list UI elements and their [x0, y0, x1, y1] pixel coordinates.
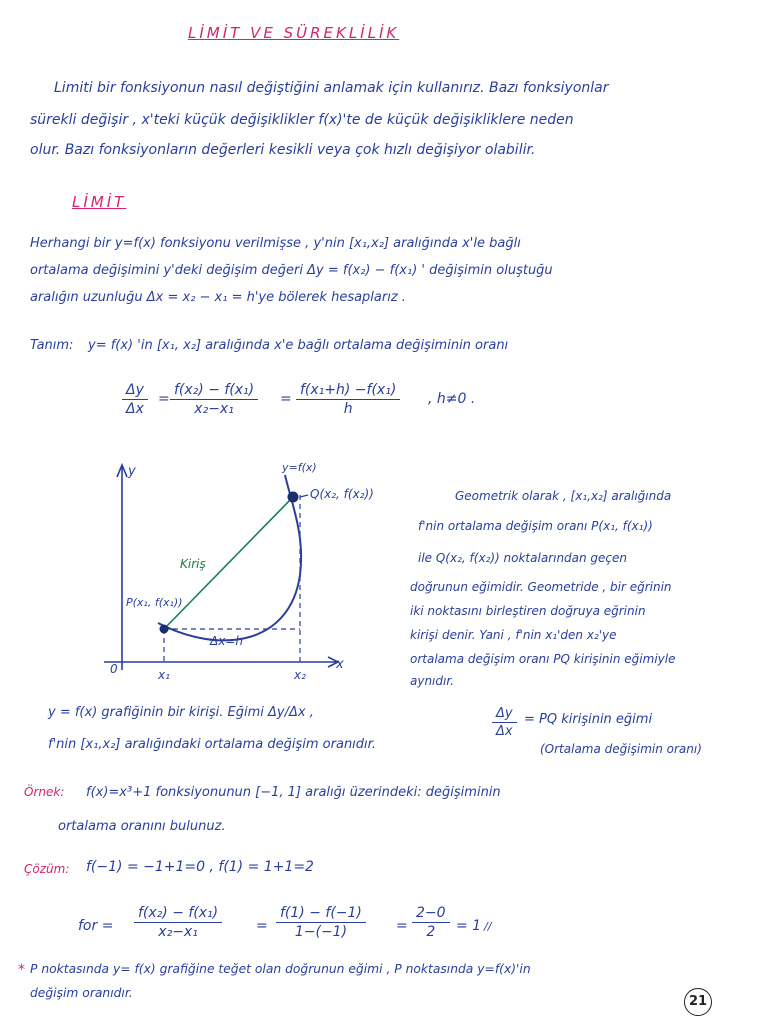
origin-label: 0: [110, 662, 118, 676]
equals-sign: =: [256, 918, 268, 934]
solution-line-1: f(−1) = −1+1=0 , f(1) = 1+1=2: [86, 859, 314, 875]
solution-fraction-2: [276, 905, 366, 940]
y-axis-label: y: [128, 464, 136, 479]
equals-sign: =: [158, 391, 170, 407]
secant-graph: [100, 455, 410, 685]
fraction-denominator: x₂−x₁: [194, 401, 234, 417]
point-p-label: P(x₁, f(x₁)): [126, 596, 183, 609]
equals-sign: =: [396, 918, 408, 934]
paragraph-line-2: ortalama değişimini y'deki değişim değeri Δy = f(x₂) − f(x₁) ' değişimin oluştuğu: [30, 263, 553, 278]
definition-condition: , h≠0 .: [428, 391, 476, 407]
definition-label: Tanım:: [30, 338, 74, 353]
section-title: LİMİT: [72, 193, 127, 211]
point-q: [288, 492, 299, 503]
paragraph-line-1: Herhangi bir y=f(x) fonksiyonu verilmişse , y'nin [x₁,x₂] aralığında x'le bağlı: [30, 236, 521, 251]
fraction-numerator: f(x₂) − f(x₁): [134, 905, 222, 923]
summary-equation: = PQ kirişinin eğimi: [524, 712, 653, 727]
page-number: 21: [684, 988, 712, 1016]
example-line-2: ortalama oranını bulunuz.: [58, 819, 226, 834]
paragraph-line-3: aralığın uzunluğu Δx = x₂ − x₁ = h'ye bölerek hesaplarız .: [30, 290, 406, 305]
result-mark: //: [484, 920, 492, 933]
chord-label: Kiriş: [180, 557, 206, 571]
solution-fraction-3: [412, 905, 450, 940]
fraction-numerator: Δy: [492, 706, 517, 723]
equals-sign: =: [280, 391, 292, 407]
summary-fraction: [492, 706, 517, 739]
fraction-numerator: f(x₂) − f(x₁): [170, 382, 258, 400]
side-text-line-8: aynıdır.: [410, 674, 454, 688]
fraction-denominator: x₂−x₁: [158, 924, 198, 940]
side-text-line-2: f'nin ortalama değişim oranı P(x₁, f(x₁)): [418, 519, 653, 533]
curve-label: y=f(x): [282, 461, 317, 474]
x-axis-label: x: [336, 657, 344, 672]
side-text-line-3: ile Q(x₂, f(x₂)) noktalarından geçen: [418, 551, 628, 565]
note-line-1: P noktasında y= f(x) grafiğine teğet olan doğrunun eğimi , P noktasında y=f(x)'in: [30, 962, 531, 976]
solution-fraction-1: [134, 905, 222, 940]
fraction-denominator: 2: [426, 924, 436, 940]
fraction-numerator: f(x₁+h) −f(x₁): [296, 382, 400, 400]
x1-label: x₁: [158, 668, 170, 682]
fraction-numerator: Δy: [122, 382, 148, 400]
note-star-icon: *: [18, 962, 25, 978]
example-label: Örnek:: [24, 785, 65, 799]
side-text-line-1: Geometrik olarak , [x₁,x₂] aralığında: [455, 489, 672, 503]
note-line-2: değişim oranıdır.: [30, 986, 133, 1000]
example-line-1: f(x)=x³+1 fonksiyonunun [−1, 1] aralığı üzerindeki: değişiminin: [86, 785, 501, 800]
point-q-label: Q(x₂, f(x₂)): [310, 487, 374, 501]
delta-x-label: Δx=h: [210, 634, 243, 648]
fraction-numerator: f(1) − f(−1): [276, 905, 366, 923]
side-text-line-7: ortalama değişim oranı PQ kirişinin eğimiyle: [410, 652, 676, 666]
summary-parenthetical: (Ortalama değişimin oranı): [540, 742, 702, 756]
fraction-denominator: Δx: [126, 401, 144, 417]
definition-fraction-3: [296, 382, 400, 417]
fraction-numerator: 2−0: [412, 905, 450, 923]
side-text-line-4: doğrunun eğimidir. Geometride , bir eğrinin: [410, 580, 672, 594]
intro-line-3: olur. Bazı fonksiyonların değerleri kesikli veya çok hızlı değişiyor olabilir.: [30, 142, 536, 158]
side-text-line-6: kirişi denir. Yani , f'nin x₁'den x₂'ye: [410, 628, 617, 642]
fraction-denominator: h: [343, 401, 353, 417]
solution-for: for =: [78, 918, 114, 934]
definition-fraction-1: [122, 382, 148, 417]
solution-label: Çözüm:: [24, 862, 70, 876]
page-title: LİMİT VE SÜREKLİLİK: [188, 24, 400, 42]
definition-fraction-2: [170, 382, 258, 417]
definition-text: y= f(x) 'in [x₁, x₂] aralığında x'e bağlı ortalama değişiminin oranı: [88, 338, 509, 353]
fraction-denominator: 1−(−1): [294, 924, 348, 940]
point-p: [160, 625, 169, 634]
summary-line-1: y = f(x) grafiğinin bir kirişi. Eğimi Δy/Δx ,: [48, 705, 314, 720]
intro-line-2: sürekli değişir , x'teki küçük değişiklikler f(x)'te de küçük değişikliklere neden: [30, 112, 574, 128]
side-text-line-5: iki noktasını birleştiren doğruya eğrinin: [410, 604, 646, 618]
summary-line-2: f'nin [x₁,x₂] aralığındaki ortalama değişim oranıdır.: [48, 737, 376, 752]
x2-label: x₂: [294, 668, 306, 682]
fraction-denominator: Δx: [496, 724, 513, 739]
q-pointer-icon: [300, 495, 308, 497]
intro-line-1: Limiti bir fonksiyonun nasıl değiştiğini anlamak için kullanırız. Bazı fonksiyonlar: [54, 80, 609, 96]
solution-result: = 1: [456, 918, 482, 934]
